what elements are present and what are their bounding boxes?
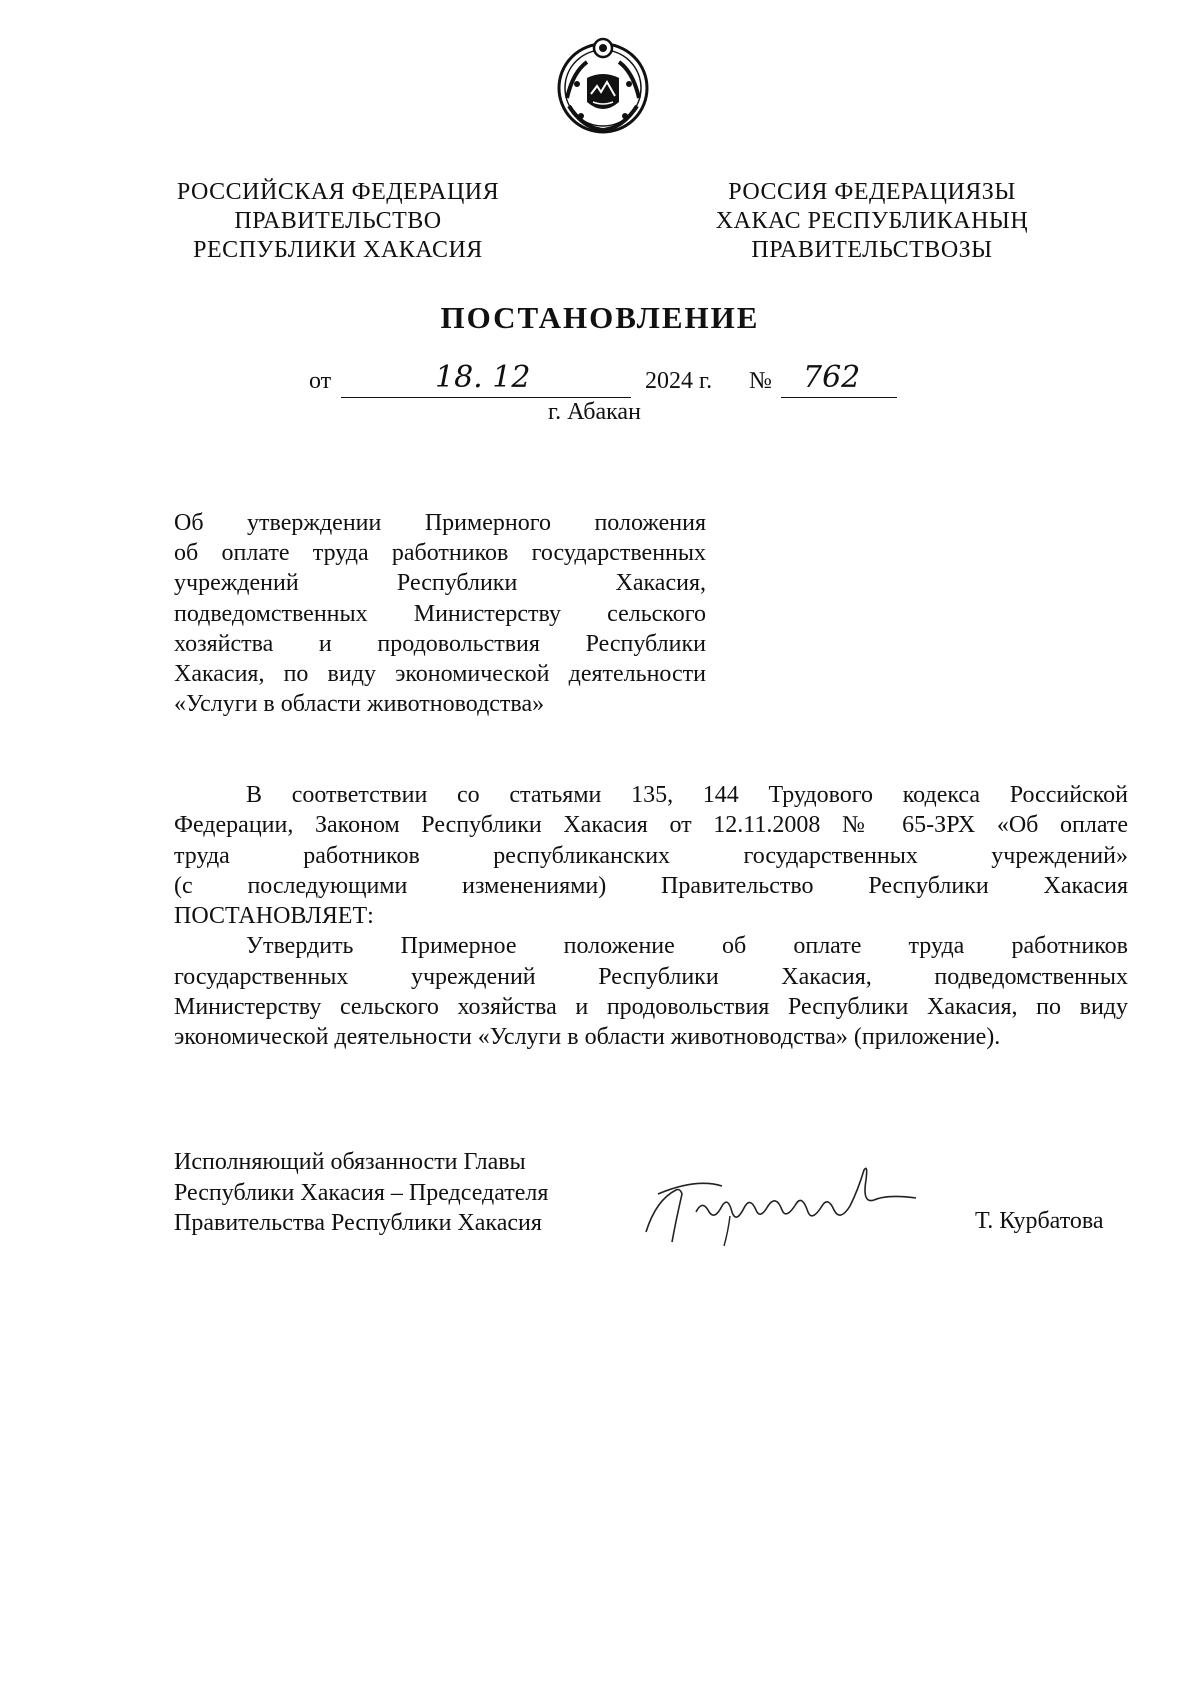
city: г. Абакан [548,399,641,425]
header-right-line: ПРАВИТЕЛЬСТВОЗЫ [751,237,993,263]
subject-line: подведомственных Министерству сельского [174,600,706,627]
subject-line: Хакасия, по виду экономической деятельности [174,661,706,688]
subject-line: об оплате труда работников государственных [174,540,706,567]
body-line: (с последующими изменениями) Правительство Республики Хакасия [174,872,1128,899]
body-line: Федерации, Законом Республики Хакасия от 12.11.2008 № 65-ЗРХ «Об оплате [174,812,1128,839]
number-label: № [749,368,772,394]
document-subject [174,508,706,719]
body-line: экономической деятельности «Услуги в области животноводства» (приложение). [174,1024,1001,1051]
body-line: Министерству сельского хозяйства и продовольствия Республики Хакасия, по виду [174,994,1128,1021]
date-handwritten: 18. 12 [435,360,531,395]
body-line: труда работников республиканских государственных учреждений» [174,842,1128,869]
header-left-line: РОССИЙСКАЯ ФЕДЕРАЦИЯ [176,179,500,205]
subject-line: учреждений Республики Хакасия, [174,570,706,597]
signatory-position-line: Правительства Республики Хакасия [174,1210,542,1236]
number-underline [781,397,897,398]
body-line: ПОСТАНОВЛЯЕТ: [174,903,374,930]
document-body [174,780,1128,1053]
signatory-position-line: Исполняющий обязанности Главы [174,1149,526,1175]
body-line: В соответствии со статьями 135, 144 Трудового кодекса Российской [246,782,1128,808]
body-line: государственных учреждений Республики Хакасия, подведомственных [174,963,1128,990]
signatory-position [174,1147,548,1239]
header-left-line: РЕСПУБЛИКИ ХАКАСИЯ [193,237,483,263]
number-handwritten: 762 [803,360,861,395]
document-title: ПОСТАНОВЛЕНИЕ [440,300,760,335]
year-label: 2024 г. [645,368,713,394]
subject-line: Об утверждении Примерного положения [174,510,706,536]
header-left [158,178,518,265]
handwritten-signature [636,1160,926,1250]
header-right [682,178,1062,265]
signer-name: Т. Курбатова [975,1208,1104,1234]
signatory-position-line: Республики Хакасия – Председателя [174,1179,549,1206]
body-line: Утвердить Примерное положение об оплате труда работников [246,933,1128,960]
header-right-line: ХАКАС РЕСПУБЛИКАНЫҢ [715,208,1029,234]
header-left-line: ПРАВИТЕЛЬСТВО [234,208,442,234]
khakassia-coat-of-arms-icon [553,32,653,140]
date-prefix: от [309,368,332,394]
header-right-line: РОССИЯ ФЕДЕРАЦИЯЗЫ [728,179,1016,205]
subject-line: хозяйства и продовольствия Республики [174,630,706,657]
subject-line: «Услуги в области животноводства» [174,691,545,718]
date-underline [341,397,631,398]
